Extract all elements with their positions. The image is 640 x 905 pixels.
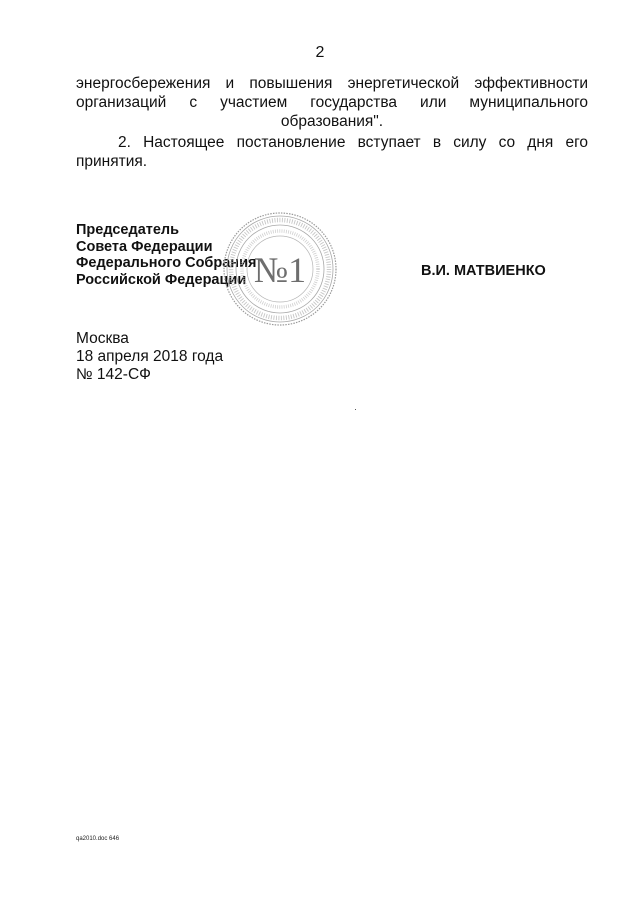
resolution-paragraph-1	[76, 74, 588, 131]
date: 18 апреля 2018 года	[76, 348, 224, 365]
signatory-title-line: Совета Федерации	[76, 238, 213, 255]
signatory-title-line: Федерального Собрания	[76, 255, 257, 271]
text-line: 2. Настоящее постановление вступает в силу со дня его	[118, 134, 588, 151]
official-seal	[221, 210, 339, 328]
scan-speck	[355, 409, 356, 410]
text-line: образования".	[280, 113, 384, 130]
file-reference: qa2010.doc 646	[76, 836, 120, 842]
signatory-title-line: Председатель	[76, 222, 180, 238]
resolution-number: № 142-СФ	[76, 366, 151, 383]
signatory-name: В.И. МАТВИЕНКО	[421, 263, 546, 279]
place-date-number	[76, 330, 223, 384]
text-line: принятия.	[76, 153, 148, 170]
seal-number: №1	[253, 250, 307, 290]
text-line: энергосбережения и повышения энергетической эффективности	[76, 75, 588, 92]
page-number: 2	[315, 44, 325, 61]
text-line: организаций с участием государства или муниципального	[76, 94, 588, 111]
signatory-title-line: Российской Федерации	[76, 271, 247, 288]
resolution-paragraph-2	[76, 133, 588, 171]
city: Москва	[76, 330, 129, 347]
